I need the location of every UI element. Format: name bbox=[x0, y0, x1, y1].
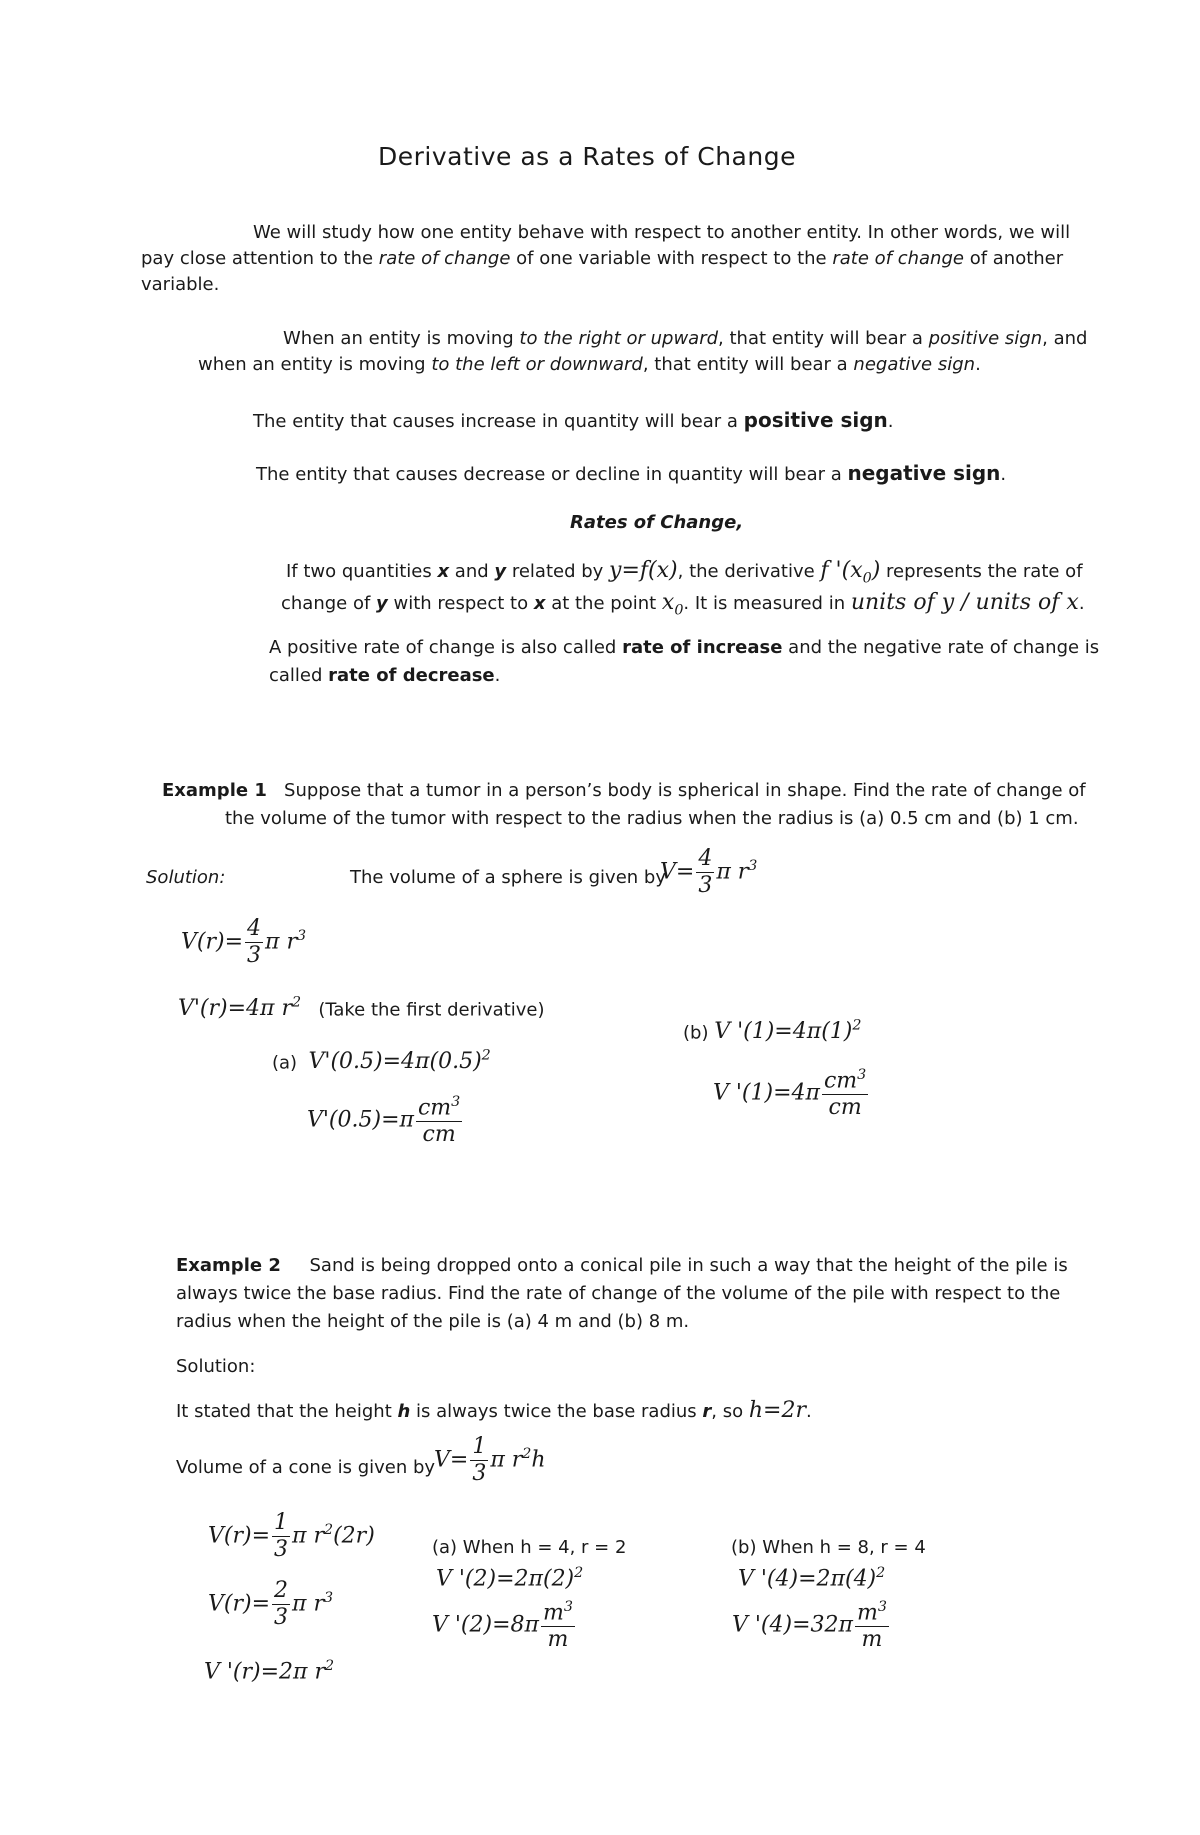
example2-label: Example 2 bbox=[176, 1255, 281, 1276]
rates-heading: Rates of Change, bbox=[570, 512, 744, 533]
ex1-part-a: (a) $V'(0.5)=4\pi(0.5)^2$ bbox=[272, 1048, 491, 1075]
example1-line-2: the volume of the tumor with respect to the radius when the radius is (a) 0.5 cm and (b) 1 cm. bbox=[225, 808, 1079, 829]
eq-vr: V(r)= $\frac{4}{3}$ π $r^3$ bbox=[181, 916, 307, 968]
eq-ex1-b-1: V '$(1)=4\pi(1)^2$ bbox=[714, 1018, 862, 1045]
page-title: Derivative as a Rates of Change bbox=[378, 142, 796, 171]
rate-def-line-2: called rate of decrease. bbox=[269, 665, 501, 686]
eq-sphere-volume: V= $\frac{4}{3}$ π $r^3$ bbox=[660, 846, 758, 898]
eq-f-prime-x0: f '$(x_0)$ bbox=[820, 558, 881, 587]
intro-line-2: pay close attention to the rate of change of one variable with respect to the rate of change of another bbox=[141, 248, 1064, 269]
ex2-case-b: (b) When h = 8, r = 4 bbox=[731, 1537, 926, 1558]
moving-line-1: When an entity is moving to the right or upward, that entity will bear a positive sign, and bbox=[283, 328, 1088, 349]
eq-ex2-v2: V(r)= $\frac{2}{3}$ π $r^3$ bbox=[208, 1578, 334, 1630]
sphere-text: The volume of a sphere is given by bbox=[350, 867, 666, 888]
increase-line: The entity that causes increase in quantity will bear a positive sign. bbox=[253, 408, 894, 432]
example2-line-2: always twice the base radius. Find the rate of change of the volume of the pile with respect to the bbox=[176, 1283, 1061, 1304]
eq-vprime-r-row: V'(r)=4π $r^2$ (Take the first derivative) bbox=[178, 995, 545, 1022]
eq-ex2-v1: V(r)= $\frac{1}{3}$ π $r^2(2r)$ bbox=[208, 1510, 375, 1562]
eq-units: units of y / units of x bbox=[850, 590, 1079, 615]
eq-ex2-a-2: V '(2)=8π $\frac{m^3}{m}$ bbox=[432, 1599, 573, 1653]
eq-ex2-v3: V '(r)=2π $r^2$ bbox=[204, 1658, 335, 1685]
eq-ex2-b-2: V '(4)=32π $\frac{m^3}{m}$ bbox=[732, 1599, 887, 1653]
eq-cone-volume: V= $\frac{1}{3}$ π $r^2h$ bbox=[434, 1434, 546, 1486]
cone-text: Volume of a cone is given by bbox=[176, 1457, 436, 1478]
eq-ex2-b-1: V '$(4)=2\pi(4)^2$ bbox=[738, 1565, 886, 1592]
eq-vprime-r: V'(r)=4π $r^2$ bbox=[178, 995, 302, 1022]
example1-line-1: Example 1 Suppose that a tumor in a person’s body is spherical in shape. Find the rate of change of bbox=[162, 780, 1086, 801]
ex2-case-a: (a) When h = 4, r = 2 bbox=[432, 1537, 627, 1558]
eq-ex1-a-2: V'(0.5)=π $\frac{cm^3}{cm}$ bbox=[307, 1094, 461, 1148]
intro-line-1: We will study how one entity behave with respect to another entity. In other words, we will bbox=[253, 222, 1071, 243]
decrease-line: The entity that causes decrease or decline in quantity will bear a negative sign. bbox=[256, 461, 1007, 485]
moving-line-2: when an entity is moving to the left or downward, that entity will bear a negative sign. bbox=[198, 354, 981, 375]
eq-ex1-a-1: $V'(0.5)=4\pi(0.5)^2$ bbox=[308, 1048, 491, 1075]
eq-ex1-b-2: V '(1)=4π $\frac{cm^3}{cm}$ bbox=[713, 1067, 867, 1121]
ex1-part-b: (b) V '$(1)=4\pi(1)^2$ bbox=[683, 1018, 862, 1045]
example1-solution: Solution: bbox=[146, 867, 226, 888]
example2-solution: Solution: bbox=[176, 1356, 256, 1377]
eq-y-equals-f-x: y=f(x) bbox=[609, 558, 678, 583]
eq-ex2-a-1: V '$(2)=2\pi(2)^2$ bbox=[436, 1565, 584, 1592]
example2-stated: It stated that the height h is always twice the base radius r, so h=2r. bbox=[176, 1398, 812, 1423]
rate-def-line-1: A positive rate of change is also called rate of increase and the negative rate of change is bbox=[269, 637, 1100, 658]
definition-line-2: change of y with respect to x at the point $x_0$. It is measured in units of y / units of x. bbox=[281, 590, 1085, 619]
intro-line-3: variable. bbox=[141, 274, 220, 295]
example2-line-1: Example 2 Sand is being dropped onto a conical pile in such a way that the height of the pile is bbox=[176, 1255, 1068, 1276]
example1-label: Example 1 bbox=[162, 780, 267, 801]
definition-line-1: If two quantities x and y related by y=f(x), the derivative f '$(x_0)$ represents the rate of bbox=[286, 558, 1083, 587]
example2-line-3: radius when the height of the pile is (a) 4 m and (b) 8 m. bbox=[176, 1311, 690, 1332]
